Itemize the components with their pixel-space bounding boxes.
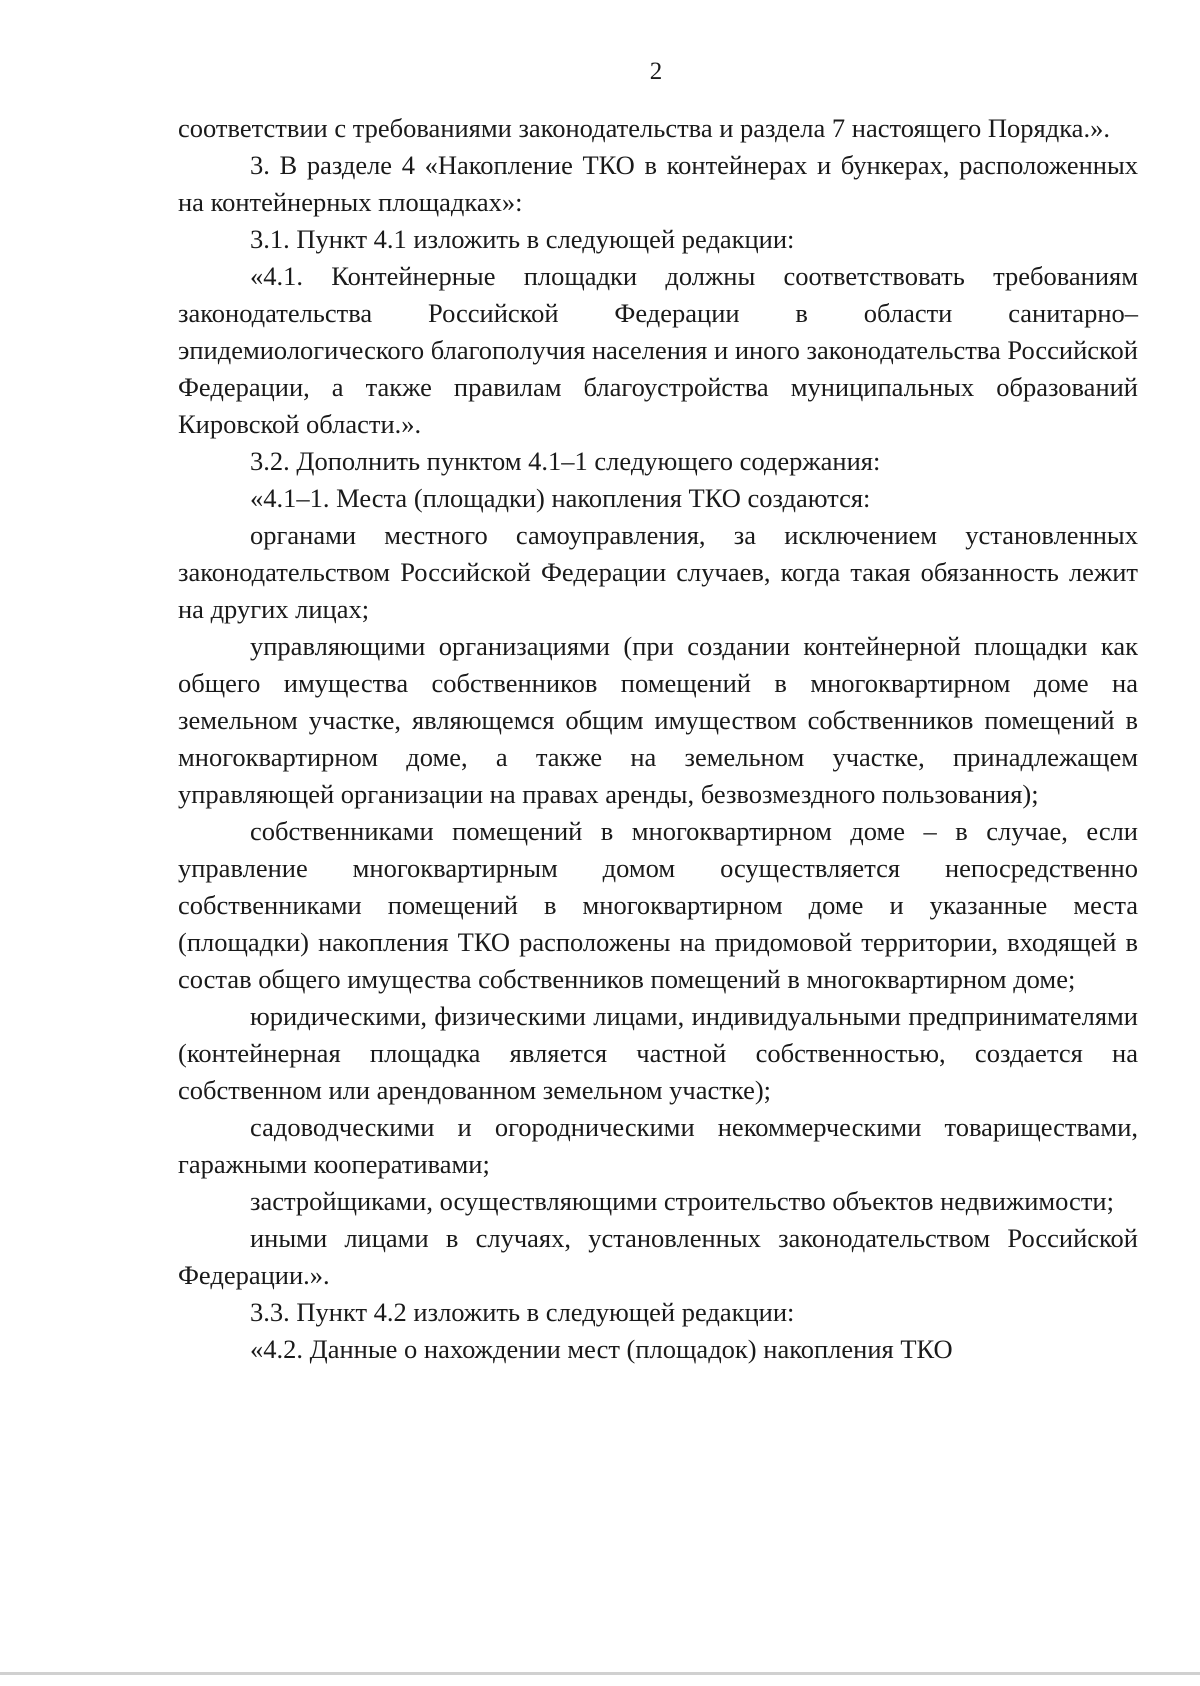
paragraph: органами местного самоуправления, за исключением установленных законодательством Российской Федерации случаев, когда такая обязанность лежит на других лицах; bbox=[178, 520, 1138, 624]
paragraph: садоводческими и огородническими некоммерческими товариществами, гаражными кооперативами; bbox=[178, 1112, 1138, 1179]
paragraph: 3.1. Пункт 4.1 изложить в следующей редакции: bbox=[250, 224, 795, 254]
paragraph: «4.2. Данные о нахождении мест (площадок) накопления ТКО bbox=[250, 1334, 953, 1364]
document-body bbox=[178, 110, 1138, 1368]
paragraph: 3.2. Дополнить пунктом 4.1–1 следующего содержания: bbox=[250, 446, 881, 476]
paragraph: застройщиками, осуществляющими строительство объектов недвижимости; bbox=[250, 1186, 1114, 1216]
paragraph: «4.1–1. Места (площадки) накопления ТКО создаются: bbox=[250, 483, 871, 513]
scan-edge-line bbox=[0, 1672, 1200, 1675]
paragraph: 3.3. Пункт 4.2 изложить в следующей редакции: bbox=[250, 1297, 795, 1327]
paragraph: «4.1. Контейнерные площадки должны соответствовать требованиям законодательства Российской Федерации в области санитарно–эпидемиологического благополучия населения и иного законодательства Российской Федерации, а также правилам благоустройства муниципальных образований Кировской области.». bbox=[178, 261, 1138, 439]
paragraph: соответствии с требованиями законодательства и раздела 7 настоящего Порядка.». bbox=[178, 113, 1110, 143]
paragraph: собственниками помещений в многоквартирном доме – в случае, если управление многоквартирным домом осуществляется непосредственно собственниками помещений в многоквартирном доме и указанные места (площадки) накопления ТКО расположены на придомовой территории, входящей в состав общего имущества собственников помещений в многоквартирном доме; bbox=[178, 816, 1138, 994]
paragraph: 3. В разделе 4 «Накопление ТКО в контейнерах и бункерах, расположенных на контейнерных площадках»: bbox=[178, 150, 1138, 217]
paragraph: юридическими, физическими лицами, индивидуальными предпринимателями (контейнерная площадка является частной собственностью, создается на собственном или арендованном земельном участке); bbox=[178, 1001, 1138, 1105]
paragraph: иными лицами в случаях, установленных законодательством Российской Федерации.». bbox=[178, 1223, 1138, 1290]
paragraph: управляющими организациями (при создании контейнерной площадки как общего имущества собственников помещений в многоквартирном доме на земельном участке, являющемся общим имуществом собственников помещений в многоквартирном доме, а также на земельном участке, принадлежащем управляющей организации на правах аренды, безвозмездного пользования); bbox=[178, 631, 1138, 809]
page-number: 2 bbox=[649, 58, 663, 85]
